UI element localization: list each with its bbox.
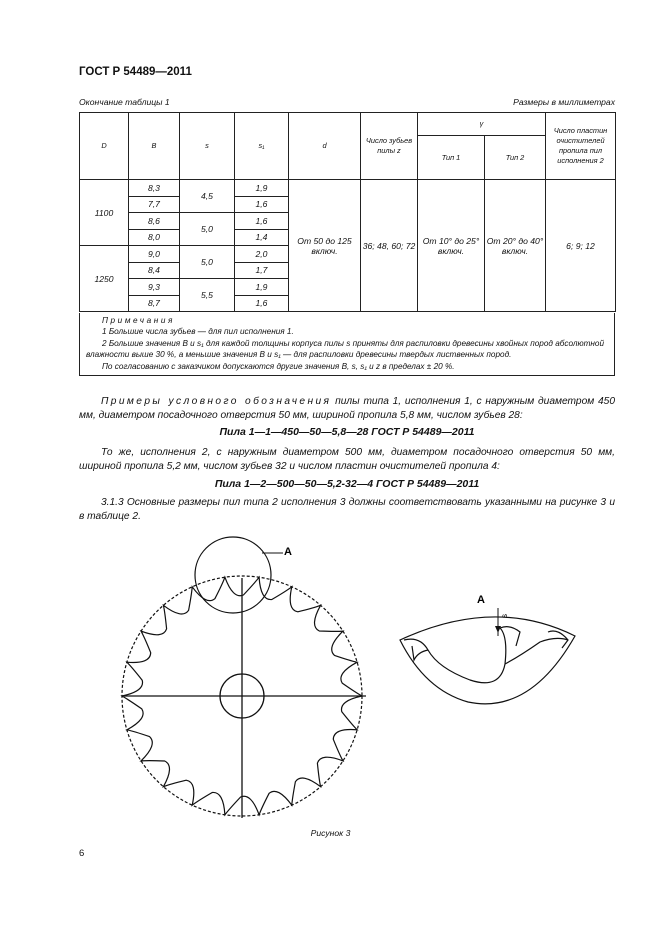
note-3: По согласованию с заказчиком допускаются другие значения B, s, s₁ и z в пределах ± 20 %.	[102, 361, 455, 371]
detail-circle-a	[195, 537, 271, 613]
cell-type2: От 20° до 40° включ.	[485, 180, 546, 312]
cell-s: 4,5	[180, 180, 235, 213]
detail-label-a: A	[284, 546, 292, 558]
cell-D: 1250	[80, 246, 129, 312]
col-header-s: s	[180, 113, 235, 180]
cell-B: 9,3	[129, 279, 180, 296]
dim-label-s: s	[500, 614, 509, 618]
cell-B: 8,4	[129, 262, 180, 279]
table-caption: Окончание таблицы 1	[79, 97, 170, 107]
cell-B: 7,7	[129, 196, 180, 213]
cell-d: От 50 до 125 включ.	[289, 180, 361, 312]
cell-s1: 1,4	[235, 229, 289, 246]
col-header-D: D	[80, 113, 129, 180]
cell-s1: 2,0	[235, 246, 289, 263]
example-text-1: пилы типа 1, исполнения 1, с наружным диаметром 450 мм, диаметром посадочного отверстия 50 мм, шириной пропила 5,8 мм, числом зубьев 28:	[79, 396, 615, 421]
col-header-B: B	[129, 113, 180, 180]
col-header-d: d	[289, 113, 361, 180]
cell-s: 5,0	[180, 246, 235, 279]
detail-view-label-a: A	[477, 594, 485, 606]
cell-B: 8,3	[129, 180, 180, 197]
col-header-type2: Тип 2	[485, 136, 546, 180]
col-header-type1: Тип 1	[418, 136, 485, 180]
cell-B: 8,0	[129, 229, 180, 246]
cell-B: 8,6	[129, 213, 180, 230]
cell-s: 5,5	[180, 279, 235, 312]
figure-caption: Рисунок 3	[310, 828, 351, 838]
cell-plates: 6; 9; 12	[546, 180, 616, 312]
cell-B: 9,0	[129, 246, 180, 263]
col-header-plates: Число пластин очистителей пропила пил исполнения 2	[546, 113, 616, 180]
cell-s1: 1,6	[235, 196, 289, 213]
standard-header: ГОСТ Р 54489—2011	[79, 66, 192, 78]
cell-s1: 1,7	[235, 262, 289, 279]
designation-1: Пила 1—1—450—50—5,8—28 ГОСТ Р 54489—2011	[219, 426, 475, 438]
page-number: 6	[79, 848, 85, 859]
units-caption: Размеры в миллиметрах	[513, 97, 615, 107]
dim-arrow	[495, 626, 501, 633]
cell-teeth: 36; 48, 60; 72	[361, 180, 418, 312]
cell-type1: От 10° до 25° включ.	[418, 180, 485, 312]
cell-B: 8,7	[129, 295, 180, 312]
note-2: 2 Большие значения B и s₁ для каждой толщины корпуса пилы s приняты для распиловки древесины хвойных пород абсолютной влажности выше 30 %, а меньшие значения B и s₁ — для распиловки древесины твердых лиственных пород.	[86, 338, 605, 360]
note-1: 1 Большие числа зубьев — для пил исполнения 1.	[102, 327, 294, 337]
col-header-s1: s₁	[235, 113, 289, 180]
col-header-gamma: γ	[418, 113, 546, 136]
cell-s1: 1,6	[235, 213, 289, 230]
detail-view	[400, 617, 575, 704]
section-3-1-3: 3.1.3 Основные размеры пил типа 2 исполнения 3 должны соответствовать указанными на рисунке 3 и в таблице 2.	[79, 497, 615, 522]
col-header-teeth: Число зубьев пилы z	[361, 113, 418, 180]
cell-s1: 1,6	[235, 295, 289, 312]
cell-s1: 1,9	[235, 180, 289, 197]
notes-title: Примечания	[102, 316, 175, 325]
example-lead: Примеры условного обозначения	[101, 396, 332, 407]
cell-s: 5,0	[180, 213, 235, 246]
example-paragraph-2: То же, исполнения 2, с наружным диаметром 500 мм, диаметром посадочного отверстия 50 мм, шириной пропила 5,2 мм, числом зубьев 32 и числом пластин очистителей пропила 4:	[79, 447, 615, 472]
cell-D: 1100	[80, 180, 129, 246]
cell-s1: 1,9	[235, 279, 289, 296]
designation-2: Пила 1—2—500—50—5,2-32—4 ГОСТ Р 54489—2011	[214, 478, 480, 490]
